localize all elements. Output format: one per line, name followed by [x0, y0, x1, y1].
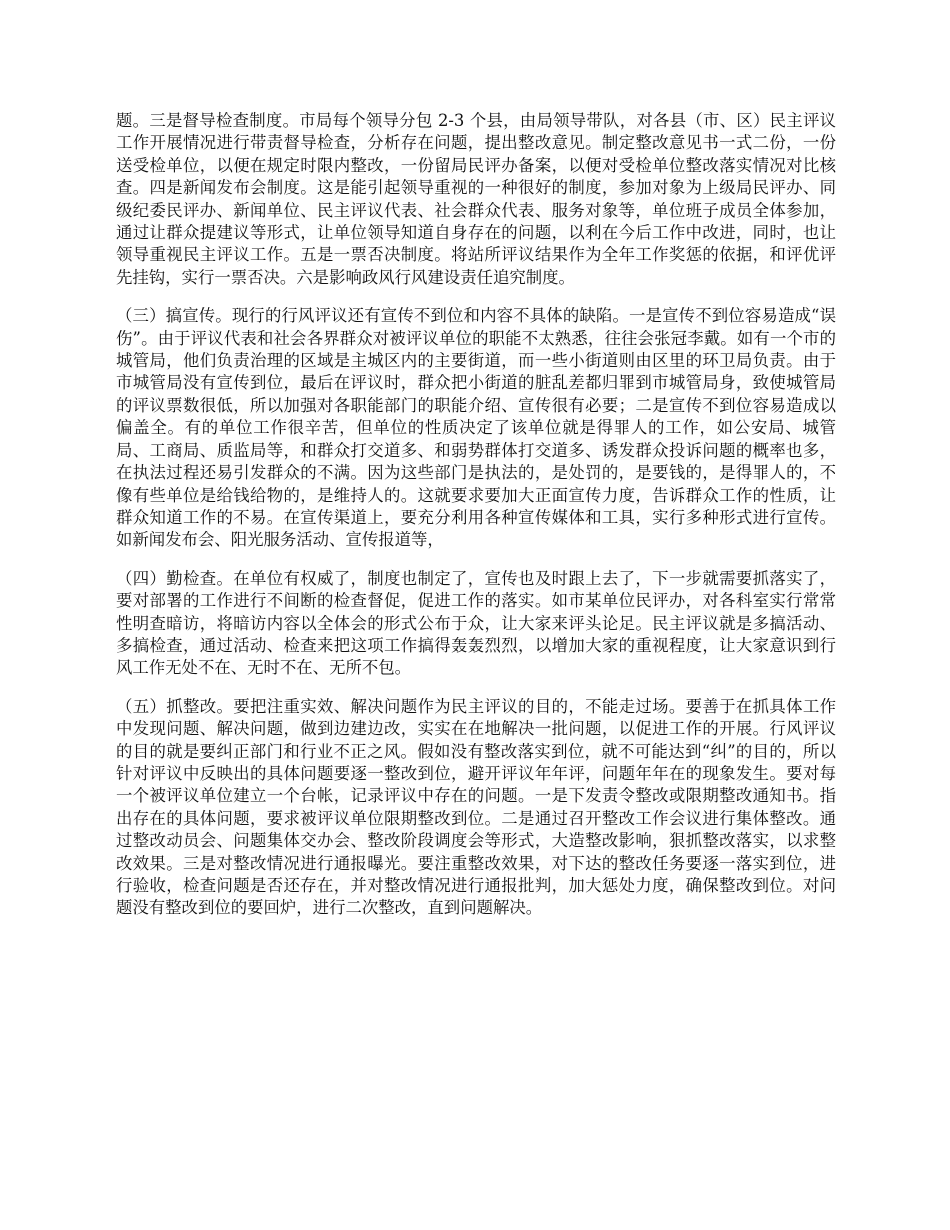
- paragraph-rectification: （五）抓整改。要把注重实效、解决问题作为民主评议的目的，不能走过场。要善于在抓具体工作中发现问题、解决问题，做到边建边改，实实在在地解决一批问题，以促进工作的开展。行风评议的目的就是要纠正部门和行业不正之风。假如没有整改落实到位，就不可能达到“纠”的目的，所以针对评议中反映出的具体问题要逐一整改到位，避开评议年年评，问题年年在的现象发生。要对每一个被评议单位建立一个台帐，记录评议中存在的问题。一是下发责令整改或限期整改通知书。指出存在的具体问题，要求被评议单位限期整改到位。二是通过召开整改工作会议进行集体整改。通过整改动员会、问题集体交办会、整改阶段调度会等形式，大造整改影响，狠抓整改落实，以求整改效果。三是对整改情况进行通报曝光。要注重整改效果，对下达的整改任务要逐一落实到位，进行验收，检查问题是否还存在，并对整改情况进行通报批判，加大惩处力度，确保整改到位。对问题没有整改到位的要回炉，进行二次整改，直到问题解决。: [116, 696, 836, 918]
- paragraph-inspection: （四）勤检查。在单位有权威了，制度也制定了，宣传也及时跟上去了，下一步就需要抓落实了，要对部署的工作进行不间断的检查督促，促进工作的落实。如市某单位民评办，对各科室实行常常性明查暗访，将暗访内容以全体会的形式公布于众，让大家来评头论足。民主评议就是多搞活动、多搞检查，通过活动、检查来把这项工作搞得轰轰烈烈，以增加大家的重视程度，让大家意识到行风工作无处不在、无时不在、无所不包。: [116, 568, 836, 678]
- paragraph-supervision-systems: 题。三是督导检查制度。市局每个领导分包 2-3 个县，由局领导带队，对各县（市、区）民主评议工作开展情况进行带责督导检查，分析存在问题，提出整改意见。制定整改意见书一式二份，一份送受检单位，以便在规定时限内整改，一份留局民评办备案，以便对受检单位整改落实情况对比核查。四是新闻发布会制度。这是能引起领导重视的一种很好的制度，参加对象为上级局民评办、同级纪委民评办、新闻单位、民主评议代表、社会群众代表、服务对象等，单位班子成员全体参加，通过让群众提建议等形式，让单位领导知道自身存在的问题，以利在今后工作中改进，同时，也让领导重视民主评议工作。五是一票否决制度。将站所评议结果作为全年工作奖惩的依据，和评优评先挂钩，实行一票否决。六是影响政风行风建设责任追究制度。: [116, 111, 836, 287]
- paragraph-publicity: （三）搞宣传。现行的行风评议还有宣传不到位和内容不具体的缺陷。一是宣传不到位容易造成“误伤”。由于评议代表和社会各界群众对被评议单位的职能不太熟悉，往往会张冠李戴。如有一个市的城管局，他们负责治理的区域是主城区内的主要街道，而一些小街道则由区里的环卫局负责。由于市城管局没有宣传到位，最后在评议时，群众把小街道的脏乱差都归罪到市城管局身，致使城管局的评议票数很低，所以加强对各职能部门的职能介绍、宣传很有必要；二是宣传不到位容易造成以偏盖全。有的单位工作很辛苦，但单位的性质决定了该单位就是得罪人的工作，如公安局、城管局、工商局、质监局等，和群众打交道多、和弱势群体打交道多、诱发群众投诉问题的概率也多，在执法过程还易引发群众的不满。因为这些部门是执法的，是处罚的，是要钱的，是得罪人的，不像有些单位是给钱给物的，是维持人的。这就要求要加大正面宣传力度，告诉群众工作的性质，让群众知道工作的不易。在宣传渠道上，要充分利用各种宣传媒体和工具，实行多种形式进行宣传。如新闻发布会、阳光服务活动、宣传报道等，: [116, 306, 836, 550]
- document-page: [116, 110, 836, 936]
